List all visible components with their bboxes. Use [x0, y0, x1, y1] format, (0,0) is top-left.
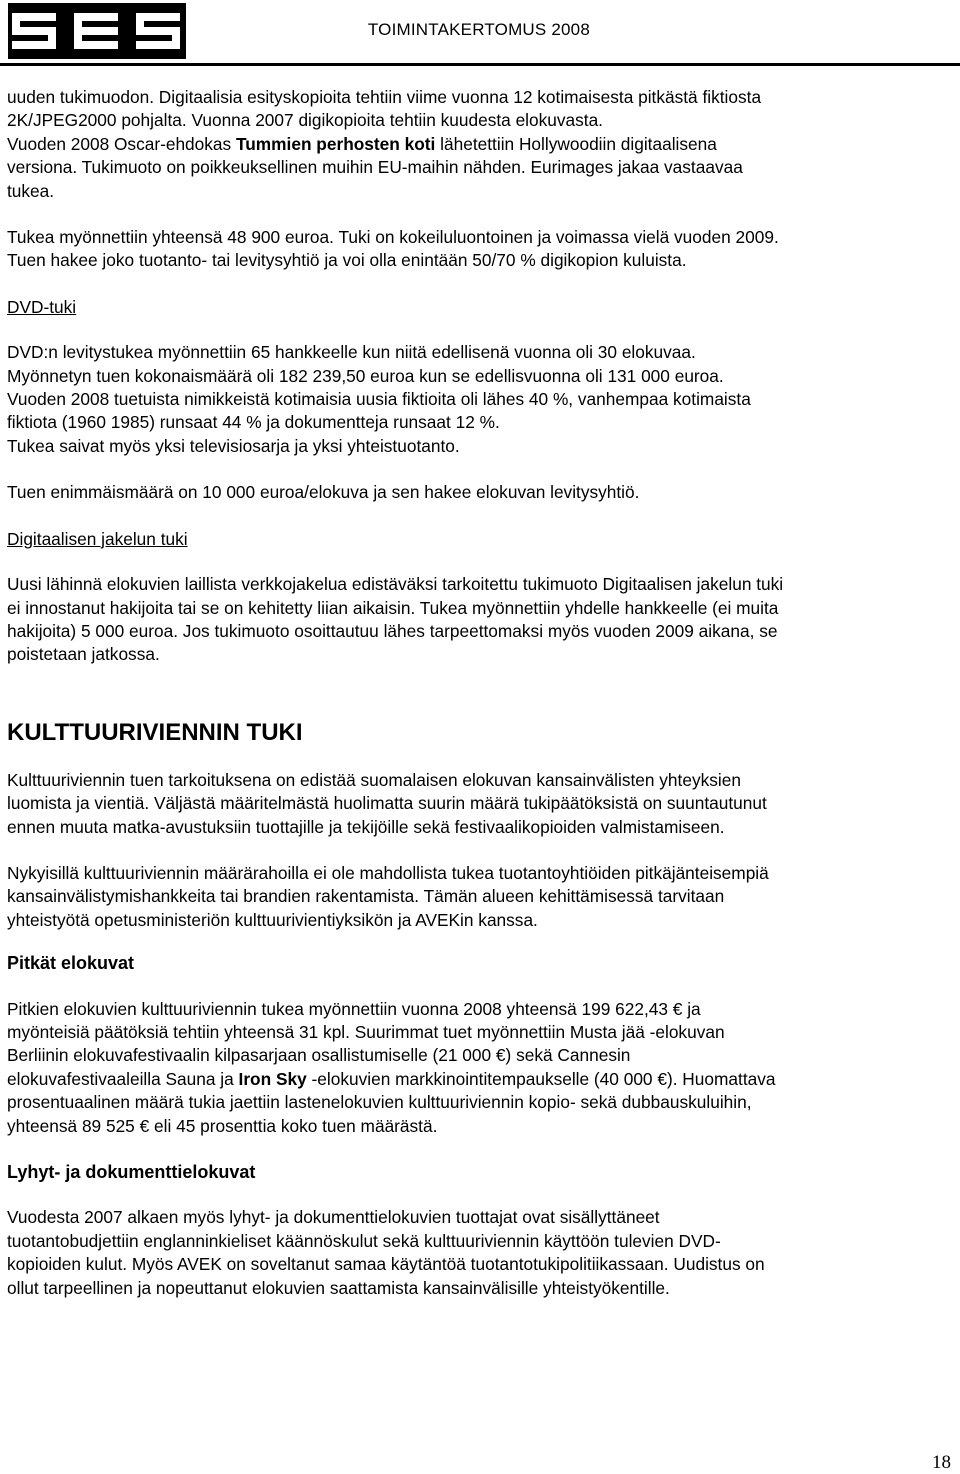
page-number: 18 — [932, 1452, 951, 1473]
document-title: TOIMINTAKERTOMUS 2008 — [367, 20, 590, 39]
ses-logo — [8, 3, 186, 59]
heading-digitaalisen-jakelun-tuki: Digitaalisen jakelun tuki — [7, 528, 188, 549]
page-content — [7, 86, 955, 1300]
film-title-iron-sky: Iron Sky — [238, 1068, 307, 1089]
paragraph-dvd-max: Tuen enimmäismäärä on 10 000 euroa/elokuva ja sen hakee elokuvan levitysyhtiö. — [7, 482, 640, 503]
paragraph-export-limits: Nykyisillä kulttuuriviennin määrärahoilla ei ole mahdollista tukea tuotantoyhtiöiden pitkäjänteisempiä kansainvälistymishankkeita tai brandien rakentamista. Tämän alueen kehittämisessä tarvitaan yhteistyötä opetusministeriön kulttuurivientiyksikön ja AVEKin kanssa. — [7, 862, 769, 930]
paragraph-export-purpose: Kulttuuriviennin tuen tarkoituksena on edistää suomalaisen elokuvan kansainvälisten yhteyksien luomista ja vientiä. Väljästä määritelmästä huolimatta suurin määrä tukipäätöksistä on suuntautunut ennen muuta matka-avustuksiin tuottajille ja tekijöille sekä festivaalikopioiden valmistamiseen. — [7, 769, 767, 837]
paragraph-dvd: DVD:n levitystukea myönnettiin 65 hankkeelle kun niitä edellisenä vuonna oli 30 elokuvaa. Myönnetyn tuen kokonaismäärä oli 182 239,50 euroa kun se edellisvuonna oli 131 000 euroa. Vuoden 2008 tuetuista nimikkeistä kotimaisia uusia fiktioita oli lähes 40 %, vanhempaa kotimaista fiktiota (1960 1985) runsaat 44 % ja dokumentteja runsaat 12 %. Tukea saivat myös yksi televisiosarja ja yksi yhteistuotanto. — [7, 342, 751, 456]
header-rule — [0, 63, 960, 66]
page-header — [0, 0, 960, 68]
heading-kulttuuriviennin-tuki: KULTTUURIVIENNIN TUKI — [7, 718, 303, 746]
film-title-tummien-perhosten-koti: Tummien perhosten koti — [235, 133, 436, 154]
paragraph-support-amount: Tukea myönnettiin yhteensä 48 900 euroa. Tuki on kokeiluluontoinen ja voimassa vielä vuoden 2009. Tuen hakee joko tuotanto- tai levitysyhtiö ja voi olla enintään 50/70 % digikopion kuluista. — [7, 227, 779, 271]
paragraph-digital-copies: uuden tukimuodon. Digitaalisia esityskopioita tehtiin viime vuonna 12 kotimaisesta pitkästä fiktiosta 2K/JPEG2000 pohjalta. Vuonna 2007 digikopioita tehtiin kuudesta elokuvasta. Vuoden 2008 Oscar-ehdokas Tummien perhosten koti lähetettiin Hollywoodiin digitaalisena versiona. Tukimuoto on poikkeuksellinen muihin EU-maihin nähden. Eurimages jakaa vastaavaa tukea. — [7, 87, 762, 201]
heading-pitkat-elokuvat: Pitkät elokuvat — [7, 953, 135, 974]
heading-dvd-tuki: DVD-tuki — [7, 296, 77, 317]
heading-lyhyt-ja-dokumenttielokuvat: Lyhyt- ja dokumenttielokuvat — [7, 1162, 256, 1182]
paragraph-digital-distribution: Uusi lähinnä elokuvien laillista verkkojakelua edistäväksi tarkoitettu tukimuoto Digitaalisen jakelun tuki ei innostanut hakijoita tai se on kehitetty liian aikaisin. Tukea myönnettiin yhdelle hankkeelle (ei muita hakijoita) 5 000 euroa. Jos tukimuoto osoittautuu lähes tarpeettomaksi myös vuoden 2009 aikana, se poistetaan jatkossa. — [7, 574, 784, 665]
paragraph-short-docs: Vuodesta 2007 alkaen myös lyhyt- ja dokumenttielokuvien tuottajat ovat sisällyttäneet tuotantobudjettiin englanninkieliset käännöskulut sekä kulttuuriviennin käyttöön tulevien DVD- kopioiden kulut. Myös AVEK on soveltanut samaa käytäntöä tuotantotukipolitiikassaan. Uudistus on ollut tarpeellinen ja nopeuttanut elokuvien saattamista kansainvälisille yhteistyökentille. — [7, 1207, 765, 1298]
paragraph-feature-films: Pitkien elokuvien kulttuuriviennin tukea myönnettiin vuonna 2008 yhteensä 199 622,43 € ja myönteisiä päätöksiä tehtiin yhteensä 31 kpl. Suurimmat tuet myönnettiin Musta jää -elokuvan Berliinin elokuvafestivaalin kilpasarjaan osallistumiselle (21 000 €) sekä Cannesin elokuvafestivaaleilla Sauna ja Iron Sky -elokuvien markkinointitempaukselle (40 000 €). Huomattava prosentuaalinen määrä tukia jaettiin lastenelokuvien kulttuuriviennin kopio- sekä dubbauskuluihin, yhteensä 89 525 € eli 45 prosenttia koko tuen määrästä. — [7, 998, 776, 1136]
